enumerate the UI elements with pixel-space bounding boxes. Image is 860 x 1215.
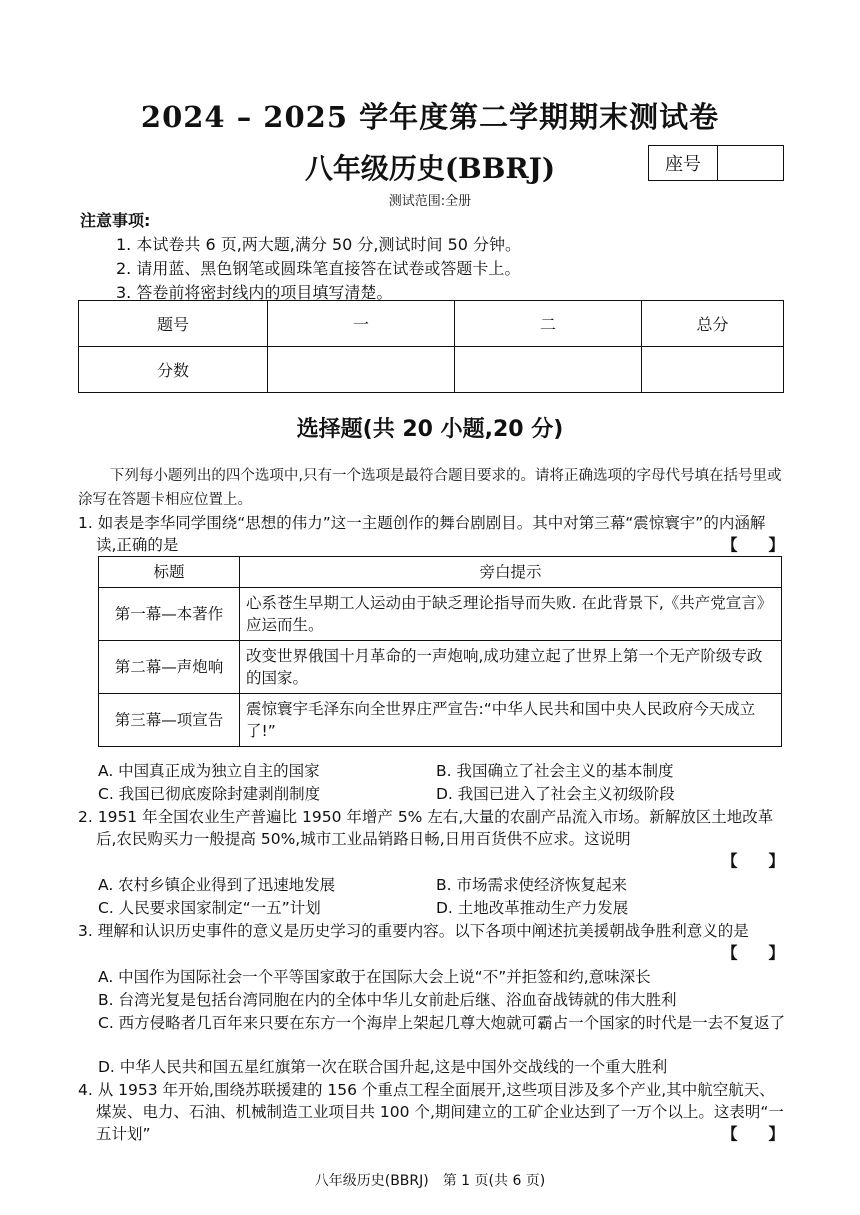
exam-title: 2024 – 2025 学年度第二学期期末测试卷 xyxy=(140,100,720,134)
option-c[interactable]: C. 西方侵略者几百年来只要在东方一个海岸上架起几尊大炮就可霸占一个国家的时代是一去不复返了 xyxy=(98,1014,786,1032)
table-cell: 第三幕—项宣告 xyxy=(99,694,240,747)
question-2 xyxy=(78,806,784,850)
score-header-cell: 一 xyxy=(268,301,455,347)
option-row xyxy=(98,760,784,782)
table-row xyxy=(79,347,784,393)
option-d[interactable]: D. 土地改革推动生产力发展 xyxy=(436,899,629,917)
question-3 xyxy=(78,920,784,942)
note-item: 3. 答卷前将密封线内的项目填写清楚。 xyxy=(116,283,393,302)
option-row xyxy=(98,783,784,805)
seat-label: 座号 xyxy=(649,146,718,180)
table-row xyxy=(99,694,782,747)
option-a[interactable]: A. 农村乡镇企业得到了迅速地发展 xyxy=(98,876,336,894)
score-header-cell: 总分 xyxy=(642,301,784,347)
option-a[interactable]: A. 中国作为国际社会一个平等国家敢于在国际大会上说“不”并拒签和约,意味深长 xyxy=(98,968,651,986)
play-table xyxy=(98,556,782,747)
question-stem: 2. 1951 年全国农业生产普遍比 1950 年增产 5% 左右,大量的农副产品流入市场。新解放区土地改革后,农民购买力一般提高 50%,城市工业品销路日畅,日用百货供不应求。这说明 xyxy=(78,808,774,848)
page-footer: 八年级历史(BBRJ) 第 1 页(共 6 页) xyxy=(314,1173,546,1189)
table-header: 标题 xyxy=(99,557,240,588)
answer-bracket[interactable]: 【 】 xyxy=(721,1125,784,1143)
option-b[interactable]: B. 台湾光复是包括台湾同胞在内的全体中华儿女前赴后继、浴血奋战铸就的伟大胜利 xyxy=(98,991,677,1009)
table-header: 旁白提示 xyxy=(240,557,782,588)
table-cell: 心系苍生早期工人运动由于缺乏理论指导而失败. 在此背景下,《共产党宣言》应运而生。 xyxy=(240,588,782,641)
score-row-label: 分数 xyxy=(79,347,268,393)
option-b[interactable]: B. 市场需求使经济恢复起来 xyxy=(436,876,627,894)
note-item: 1. 本试卷共 6 页,两大题,满分 50 分,测试时间 50 分钟。 xyxy=(116,235,522,254)
table-row xyxy=(99,641,782,694)
option-b[interactable]: B. 我国确立了社会主义的基本制度 xyxy=(436,762,674,780)
seat-number-field[interactable] xyxy=(718,146,783,180)
table-row xyxy=(99,588,782,641)
table-row xyxy=(79,301,784,347)
option-d[interactable]: D. 我国已进入了社会主义初级阶段 xyxy=(436,785,675,803)
table-cell: 第一幕—本著作 xyxy=(99,588,240,641)
option-d[interactable]: D. 中华人民共和国五星红旗第一次在联合国升起,这是中国外交战线的一个重大胜利 xyxy=(98,1058,668,1076)
answer-bracket[interactable]: 【 】 xyxy=(721,852,784,870)
table-cell: 震惊寰宇毛泽东向全世界庄严宣告:“中华人民共和国中央人民政府今天成立了!” xyxy=(240,694,782,747)
answer-bracket[interactable]: 【 】 xyxy=(721,944,784,962)
table-row xyxy=(99,557,782,588)
section-title: 选择题(共 20 小题,20 分) xyxy=(296,417,564,442)
score-header-cell: 题号 xyxy=(79,301,268,347)
score-header-cell: 二 xyxy=(455,301,642,347)
note-item: 2. 请用蓝、黑色钢笔或圆珠笔直接答在试卷或答题卡上。 xyxy=(116,259,521,278)
score-cell[interactable] xyxy=(268,347,455,393)
section-instruction: 下列每小题列出的四个选项中,只有一个选项是最符合题目要求的。请将正确选项的字母代号填在括号里或涂写在答题卡相应位置上。 xyxy=(78,468,782,508)
question-stem: 4. 从 1953 年开始,围绕苏联援建的 156 个重点工程全面展开,这些项目涉及多个产业,其中航空航天、煤炭、电力、石油、机械制造工业项目共 100 个,期间建立的工矿企业达到了一万个以上。这表明“一五计划” xyxy=(78,1081,784,1143)
option-c[interactable]: C. 人民要求国家制定“一五”计划 xyxy=(98,899,321,917)
option-row xyxy=(98,897,784,919)
answer-bracket[interactable]: 【 】 xyxy=(721,536,784,554)
option-c[interactable]: C. 我国已彻底废除封建剥削制度 xyxy=(98,785,321,803)
option-a[interactable]: A. 中国真正成为独立自主的国家 xyxy=(98,762,320,780)
table-cell: 改变世界俄国十月革命的一声炮响,成功建立起了世界上第一个无产阶级专政的国家。 xyxy=(240,641,782,694)
score-cell[interactable] xyxy=(455,347,642,393)
test-scope: 测试范围:全册 xyxy=(388,194,472,209)
table-cell: 第二幕—声炮响 xyxy=(99,641,240,694)
notes-heading: 注意事项: xyxy=(80,211,151,230)
question-stem: 3. 理解和认识历史事件的意义是历史学习的重要内容。以下各项中阐述抗美援朝战争胜利意义的是 xyxy=(78,922,749,940)
score-cell[interactable] xyxy=(642,347,784,393)
exam-subject: 八年级历史(BBRJ) xyxy=(304,152,556,185)
seat-number-box xyxy=(648,145,784,181)
question-stem: 1. 如表是李华同学围绕“思想的伟力”这一主题创作的舞台剧剧目。其中对第三幕“震惊寰宇”的内涵解读,正确的是 xyxy=(78,514,766,554)
option-row xyxy=(98,874,784,896)
score-table xyxy=(78,300,784,393)
